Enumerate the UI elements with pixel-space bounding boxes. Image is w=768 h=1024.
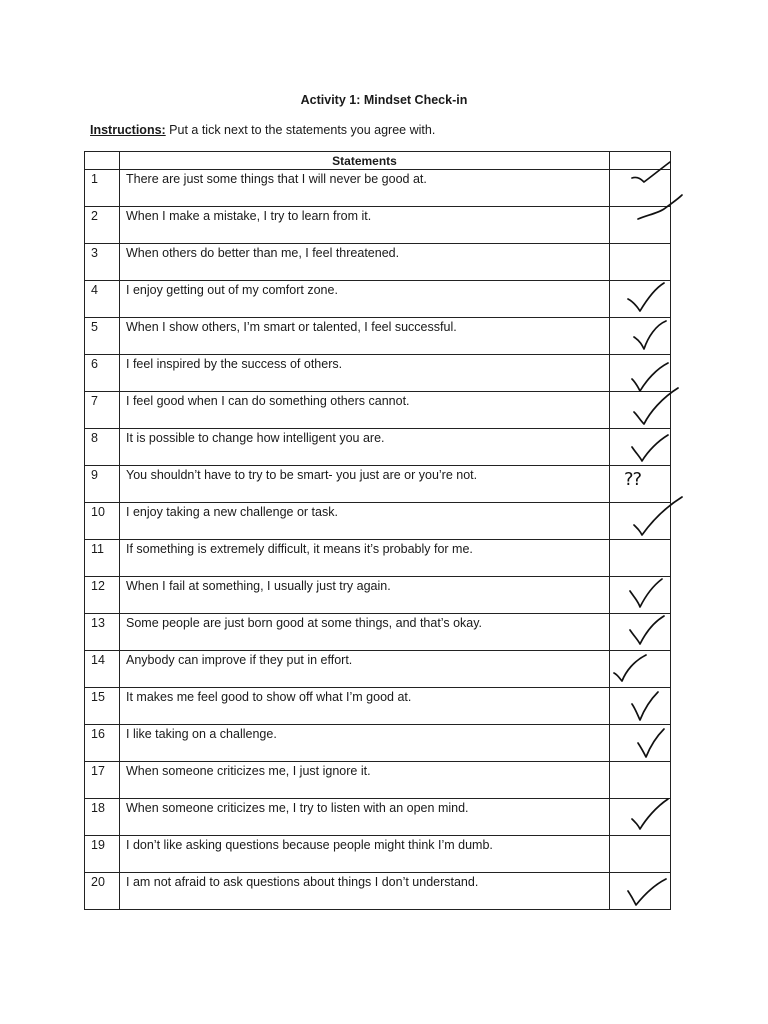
row-number: 10: [85, 503, 120, 540]
header-statements: Statements: [120, 152, 610, 170]
response-cell[interactable]: [610, 207, 671, 244]
checkmark-icon: [632, 319, 668, 351]
table-row: [85, 873, 671, 910]
response-cell[interactable]: [610, 503, 671, 540]
statement-text: When I show others, I’m smart or talented, I feel successful.: [120, 318, 610, 355]
statement-text: Some people are just born good at some things, and that’s okay.: [120, 614, 610, 651]
statement-text: I feel good when I can do something others cannot.: [120, 392, 610, 429]
row-number: 9: [85, 466, 120, 503]
table-row: [85, 392, 671, 429]
response-cell[interactable]: [610, 540, 671, 577]
statement-text: I like taking on a challenge.: [120, 725, 610, 762]
statement-text: When others do better than me, I feel threatened.: [120, 244, 610, 281]
checkmark-icon: [612, 653, 648, 683]
response-cell[interactable]: [610, 873, 671, 910]
row-number: 8: [85, 429, 120, 466]
table-row: [85, 651, 671, 688]
row-number: 19: [85, 836, 120, 873]
response-cell[interactable]: [610, 762, 671, 799]
table-row: [85, 614, 671, 651]
statement-text: I don’t like asking questions because people might think I’m dumb.: [120, 836, 610, 873]
row-number: 5: [85, 318, 120, 355]
response-cell[interactable]: [610, 318, 671, 355]
statement-text: It is possible to change how intelligent you are.: [120, 429, 610, 466]
row-number: 7: [85, 392, 120, 429]
row-number: 12: [85, 577, 120, 614]
table-row: [85, 281, 671, 318]
response-cell[interactable]: [610, 614, 671, 651]
checkmark-icon: [628, 614, 666, 646]
checkmark-icon: [634, 193, 684, 227]
question-mark-annotation: ??: [624, 469, 642, 490]
table-row: [85, 503, 671, 540]
statement-text: I enjoy getting out of my comfort zone.: [120, 281, 610, 318]
statement-text: If something is extremely difficult, it means it’s probably for me.: [120, 540, 610, 577]
checkmark-icon: [626, 875, 668, 907]
row-number: 3: [85, 244, 120, 281]
checkmark-icon: [636, 727, 666, 759]
response-cell[interactable]: [610, 281, 671, 318]
checkmark-icon: [630, 797, 670, 831]
table-row: [85, 540, 671, 577]
statement-text: I am not afraid to ask questions about things I don’t understand.: [120, 873, 610, 910]
statement-text: I enjoy taking a new challenge or task.: [120, 503, 610, 540]
checkmark-icon: [630, 162, 672, 192]
response-cell[interactable]: [610, 725, 671, 762]
checkmark-icon: [630, 690, 660, 722]
row-number: 6: [85, 355, 120, 392]
table-row: [85, 318, 671, 355]
statements-table: [84, 151, 671, 910]
table-row: [85, 207, 671, 244]
statement-text: When someone criticizes me, I just ignore it.: [120, 762, 610, 799]
table-row: [85, 429, 671, 466]
instructions-text: Put a tick next to the statements you agree with.: [165, 123, 436, 137]
row-number: 11: [85, 540, 120, 577]
table-row: [85, 762, 671, 799]
table-body: [85, 170, 671, 910]
statement-text: I feel inspired by the success of others.: [120, 355, 610, 392]
row-number: 20: [85, 873, 120, 910]
table-row: [85, 170, 671, 207]
response-cell[interactable]: [610, 836, 671, 873]
page-title: Activity 1: Mindset Check-in: [300, 93, 468, 107]
row-number: 4: [85, 281, 120, 318]
checkmark-icon: [632, 386, 680, 426]
table-row: [85, 725, 671, 762]
instructions-label: Instructions:: [90, 123, 166, 137]
statement-text: There are just some things that I will never be good at.: [120, 170, 610, 207]
response-cell[interactable]: [610, 688, 671, 725]
checkmark-icon: [630, 431, 670, 463]
table-row: [85, 244, 671, 281]
statement-text: Anybody can improve if they put in effort.: [120, 651, 610, 688]
response-cell[interactable]: [610, 244, 671, 281]
row-number: 13: [85, 614, 120, 651]
response-cell[interactable]: [610, 392, 671, 429]
checkmark-icon: [632, 495, 684, 537]
instructions: [90, 123, 435, 137]
table-row: [85, 799, 671, 836]
table-header-row: [85, 152, 671, 170]
row-number: 15: [85, 688, 120, 725]
row-number: 2: [85, 207, 120, 244]
statement-text: When I make a mistake, I try to learn from it.: [120, 207, 610, 244]
statement-text: It makes me feel good to show off what I’m good at.: [120, 688, 610, 725]
checkmark-icon: [628, 577, 664, 609]
table-row: [85, 466, 671, 503]
row-number: 16: [85, 725, 120, 762]
row-number: 14: [85, 651, 120, 688]
response-cell[interactable]: [610, 799, 671, 836]
header-number-cell: [85, 152, 120, 170]
checkmark-icon: [626, 281, 666, 313]
row-number: 1: [85, 170, 120, 207]
response-cell[interactable]: [610, 429, 671, 466]
table-row: [85, 577, 671, 614]
row-number: 18: [85, 799, 120, 836]
table-row: [85, 836, 671, 873]
statement-text: You shouldn’t have to try to be smart- you just are or you’re not.: [120, 466, 610, 503]
table-row: [85, 688, 671, 725]
statement-text: When I fail at something, I usually just try again.: [120, 577, 610, 614]
response-cell[interactable]: [610, 577, 671, 614]
statement-text: When someone criticizes me, I try to listen with an open mind.: [120, 799, 610, 836]
row-number: 17: [85, 762, 120, 799]
response-cell[interactable]: [610, 651, 671, 688]
table-row: [85, 355, 671, 392]
